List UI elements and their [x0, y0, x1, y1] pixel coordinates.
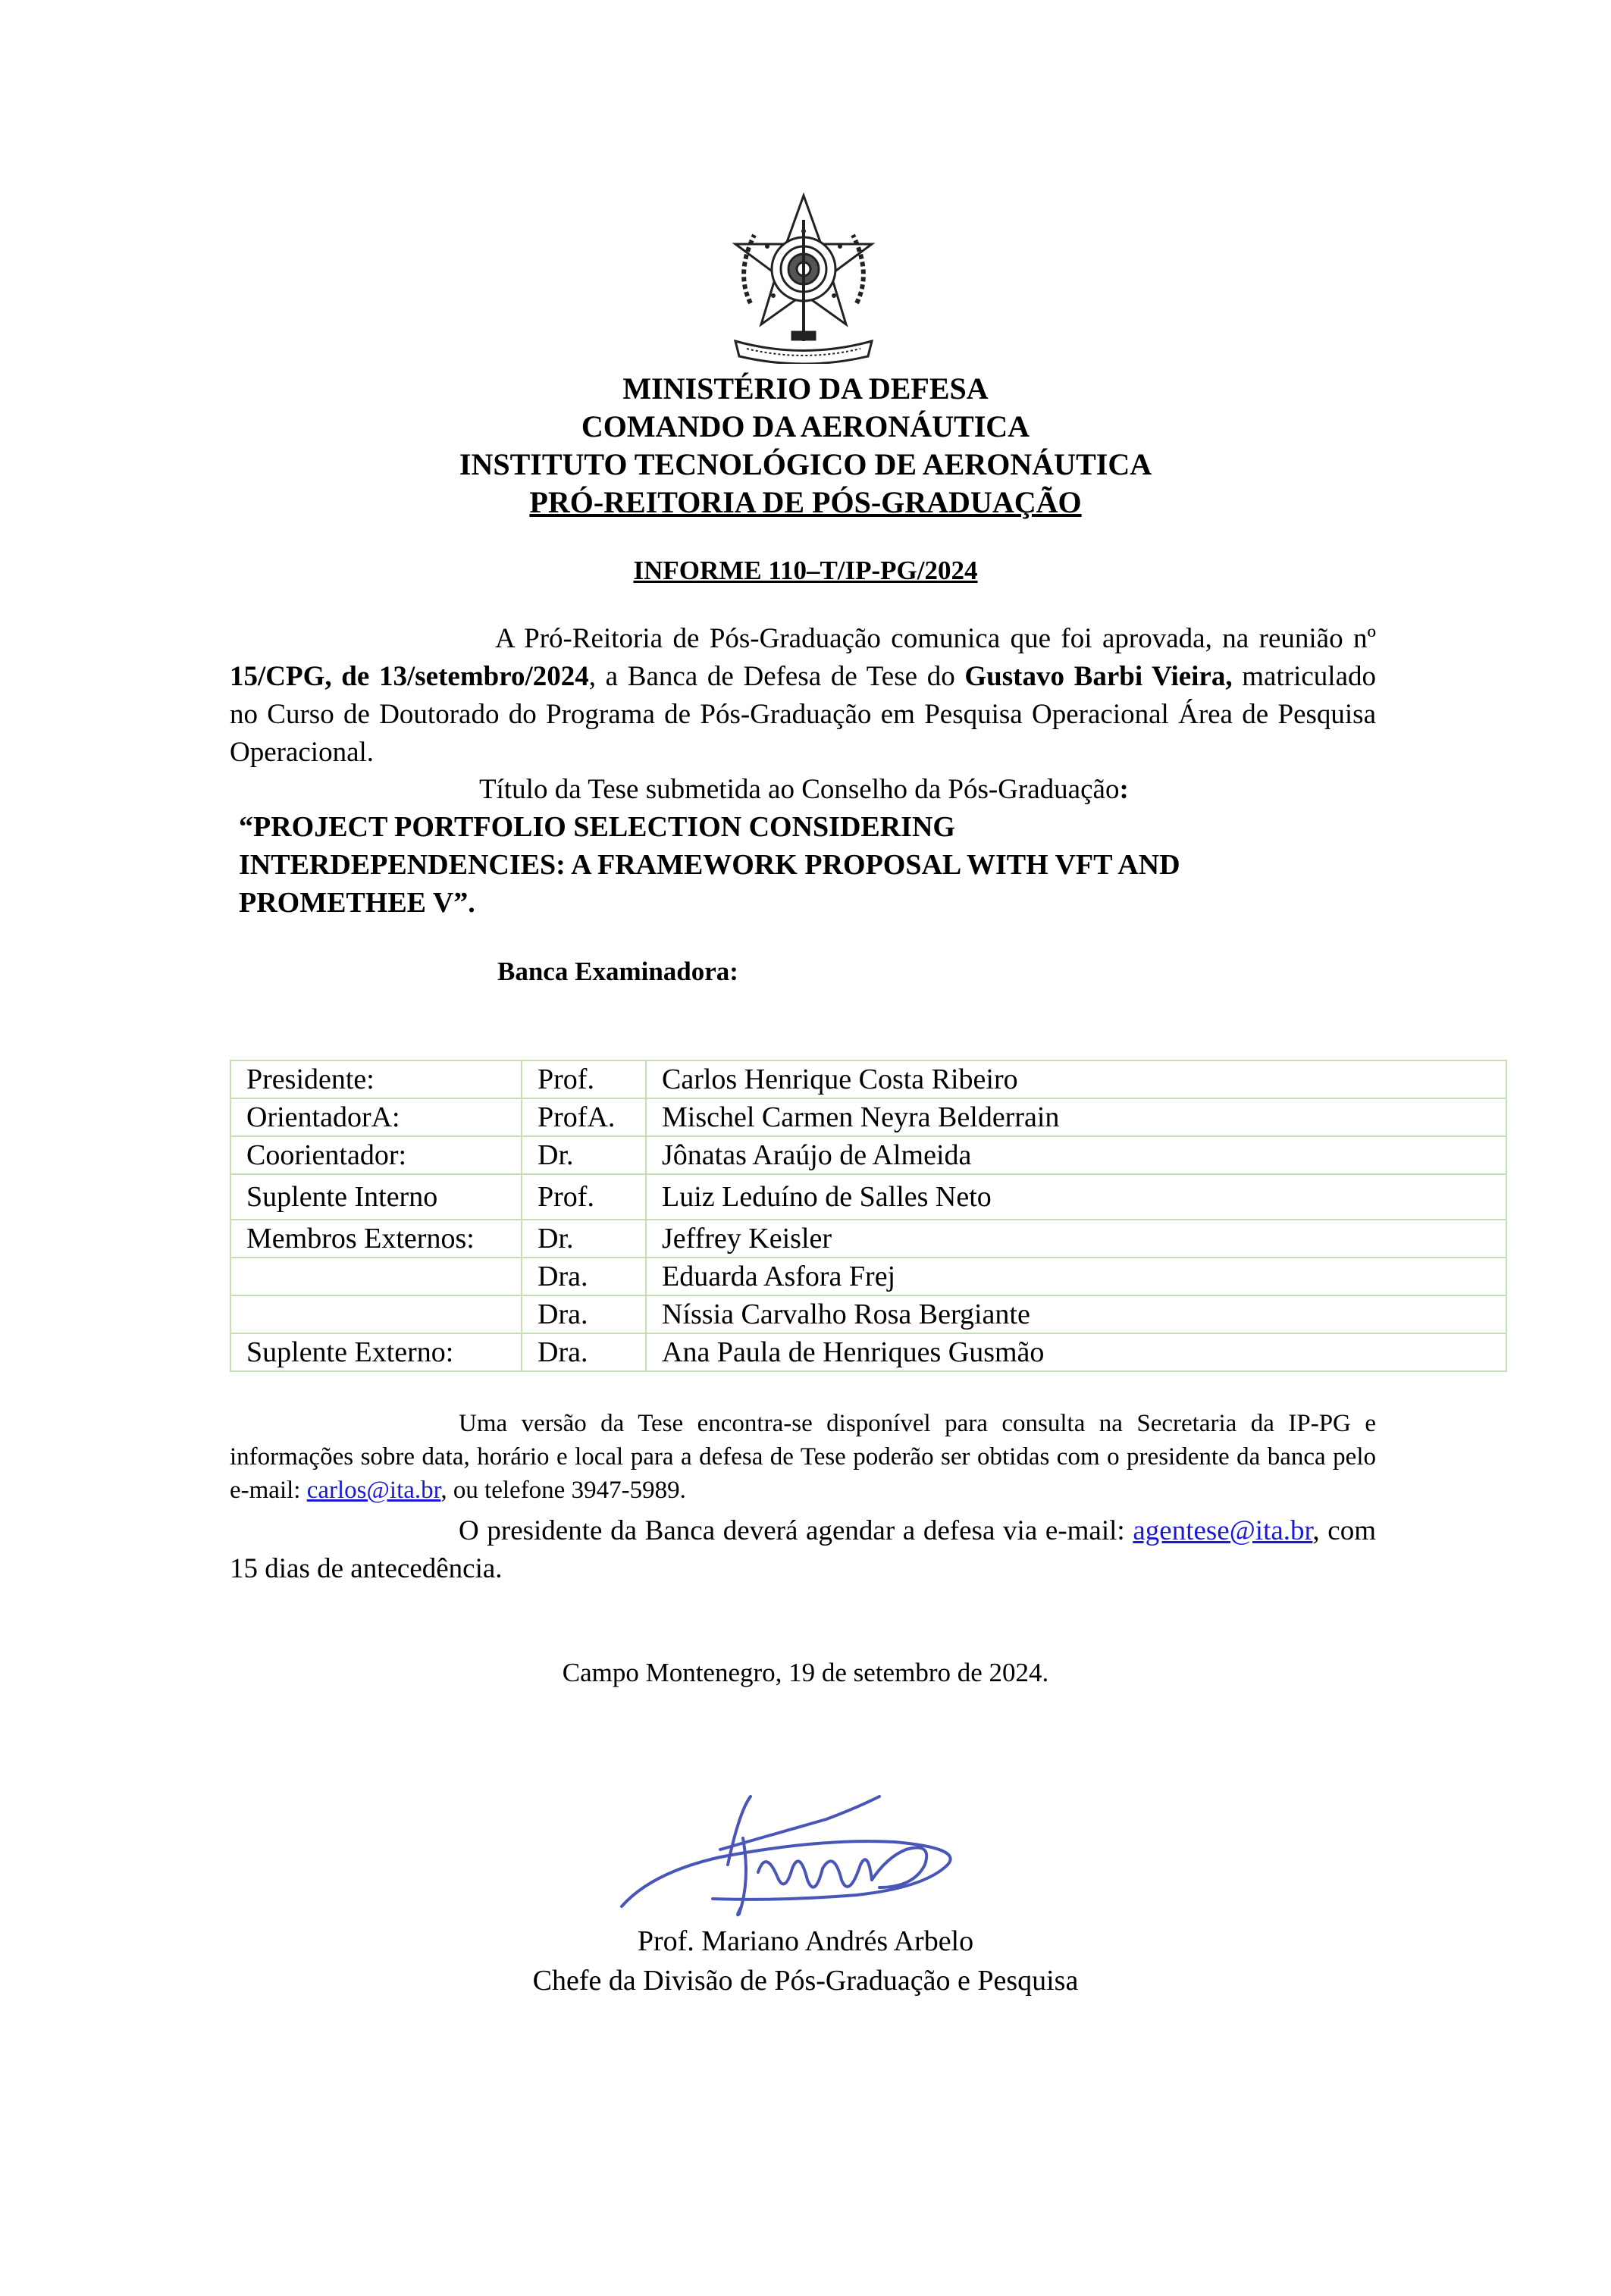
committee-name: Jeffrey Keisler: [646, 1220, 1506, 1258]
table-row: [230, 1258, 1506, 1295]
informe-number: INFORME 110–T/IP-PG/2024: [633, 556, 978, 585]
president-email-link[interactable]: carlos@ita.br: [306, 1477, 441, 1504]
header-ministry: MINISTÉRIO DA DEFESA: [622, 371, 989, 406]
availability-paragraph: [230, 1407, 1376, 1507]
signer-position: Chefe da Divisão de Pós-Graduação e Pesquisa: [532, 1965, 1079, 1997]
committee-name: Luiz Leduíno de Salles Neto: [646, 1174, 1506, 1220]
table-row: [230, 1098, 1506, 1136]
handwritten-signature: [606, 1766, 1001, 1918]
coat-of-arms-emblem: [720, 190, 887, 364]
header-command: COMANDO DA AERONÁUTICA: [581, 409, 1030, 443]
committee-role: Coorientador:: [230, 1136, 522, 1174]
header-prorectorate: PRÓ-REITORIA DE PÓS-GRADUAÇÃO: [529, 485, 1082, 519]
committee-title: Dr.: [522, 1136, 646, 1174]
committee-name: Níssia Carvalho Rosa Bergiante: [646, 1295, 1506, 1333]
committee-title: Prof.: [522, 1174, 646, 1220]
committee-name: Eduarda Asfora Frej: [646, 1258, 1506, 1295]
thesis-title-line-2: INTERDEPENDENCIES: A FRAMEWORK PROPOSAL WITH VFT AND: [239, 849, 1180, 881]
document-header: [0, 370, 1611, 522]
committee-name: Carlos Henrique Costa Ribeiro: [646, 1060, 1506, 1098]
thesis-intro-text: Título da Tese submetida ao Conselho da Pós-Graduação: [479, 774, 1120, 805]
committee-title: Dra.: [522, 1295, 646, 1333]
committee-title: Dra.: [522, 1333, 646, 1371]
meeting-reference: 15/CPG, de 13/setembro/2024: [230, 661, 589, 692]
committee-title: Dr.: [522, 1220, 646, 1258]
availability-text-2: , ou telefone 3947-5989.: [440, 1477, 686, 1504]
committee-label: Banca Examinadora:: [497, 957, 738, 986]
announcement-paragraph: [230, 620, 1376, 772]
signer-name: Prof. Mariano Andrés Arbelo: [637, 1925, 974, 1957]
thesis-title-line-1: “PROJECT PORTFOLIO SELECTION CONSIDERING: [239, 811, 955, 843]
thesis-title-line-3: PROMETHEE V”.: [239, 887, 475, 919]
committee-role: Suplente Interno: [230, 1174, 522, 1220]
committee-role: Membros Externos:: [230, 1220, 522, 1258]
thesis-title: [239, 808, 1338, 922]
committee-title: Dra.: [522, 1258, 646, 1295]
thesis-intro-colon: :: [1119, 774, 1129, 805]
announcement-text-1: A Pró-Reitoria de Pós-Graduação comunica que foi aprovada, na reunião nº: [495, 623, 1376, 654]
committee-role: [230, 1258, 522, 1295]
signer-block: [0, 1922, 1611, 2000]
committee-title: Prof.: [522, 1060, 646, 1098]
student-name: Gustavo Barbi Vieira,: [964, 661, 1233, 692]
dateline: Campo Montenegro, 19 de setembro de 2024.: [562, 1658, 1049, 1687]
thesis-intro: [479, 771, 1129, 809]
announcement-text-3: matriculado no Curso de Doutorado do Programa de Pós-Graduação em Pesquisa Operacional Área de Pesquisa Operacional.: [230, 661, 1376, 768]
scheduling-email-link[interactable]: agentese@ita.br: [1133, 1515, 1313, 1546]
committee-name: Mischel Carmen Neyra Belderrain: [646, 1098, 1506, 1136]
scheduling-text-1: O presidente da Banca deverá agendar a defesa via e-mail:: [459, 1515, 1133, 1546]
table-row: [230, 1136, 1506, 1174]
committee-role: OrientadorA:: [230, 1098, 522, 1136]
committee-title: ProfA.: [522, 1098, 646, 1136]
scheduling-text-2: , com 15 dias de antecedência.: [230, 1515, 1376, 1584]
committee-name: Ana Paula de Henriques Gusmão: [646, 1333, 1506, 1371]
header-institute: INSTITUTO TECNOLÓGICO DE AERONÁUTICA: [459, 447, 1152, 481]
committee-role: Presidente:: [230, 1060, 522, 1098]
table-row: [230, 1220, 1506, 1258]
availability-text-1: Uma versão da Tese encontra-se disponível para consulta na Secretaria da IP-PG e informações sobre data, horário e local para a defesa de Tese poderão ser obtidas com o presidente da banca pelo e-mail:: [230, 1410, 1376, 1504]
table-row: [230, 1333, 1506, 1371]
scheduling-paragraph: [230, 1512, 1376, 1588]
committee-name: Jônatas Araújo de Almeida: [646, 1136, 1506, 1174]
committee-role: [230, 1295, 522, 1333]
table-row: [230, 1295, 1506, 1333]
committee-table: [230, 1060, 1507, 1372]
committee-role: Suplente Externo:: [230, 1333, 522, 1371]
table-row: [230, 1174, 1506, 1220]
table-row: [230, 1060, 1506, 1098]
announcement-text-2: , a Banca de Defesa de Tese do: [588, 661, 965, 692]
